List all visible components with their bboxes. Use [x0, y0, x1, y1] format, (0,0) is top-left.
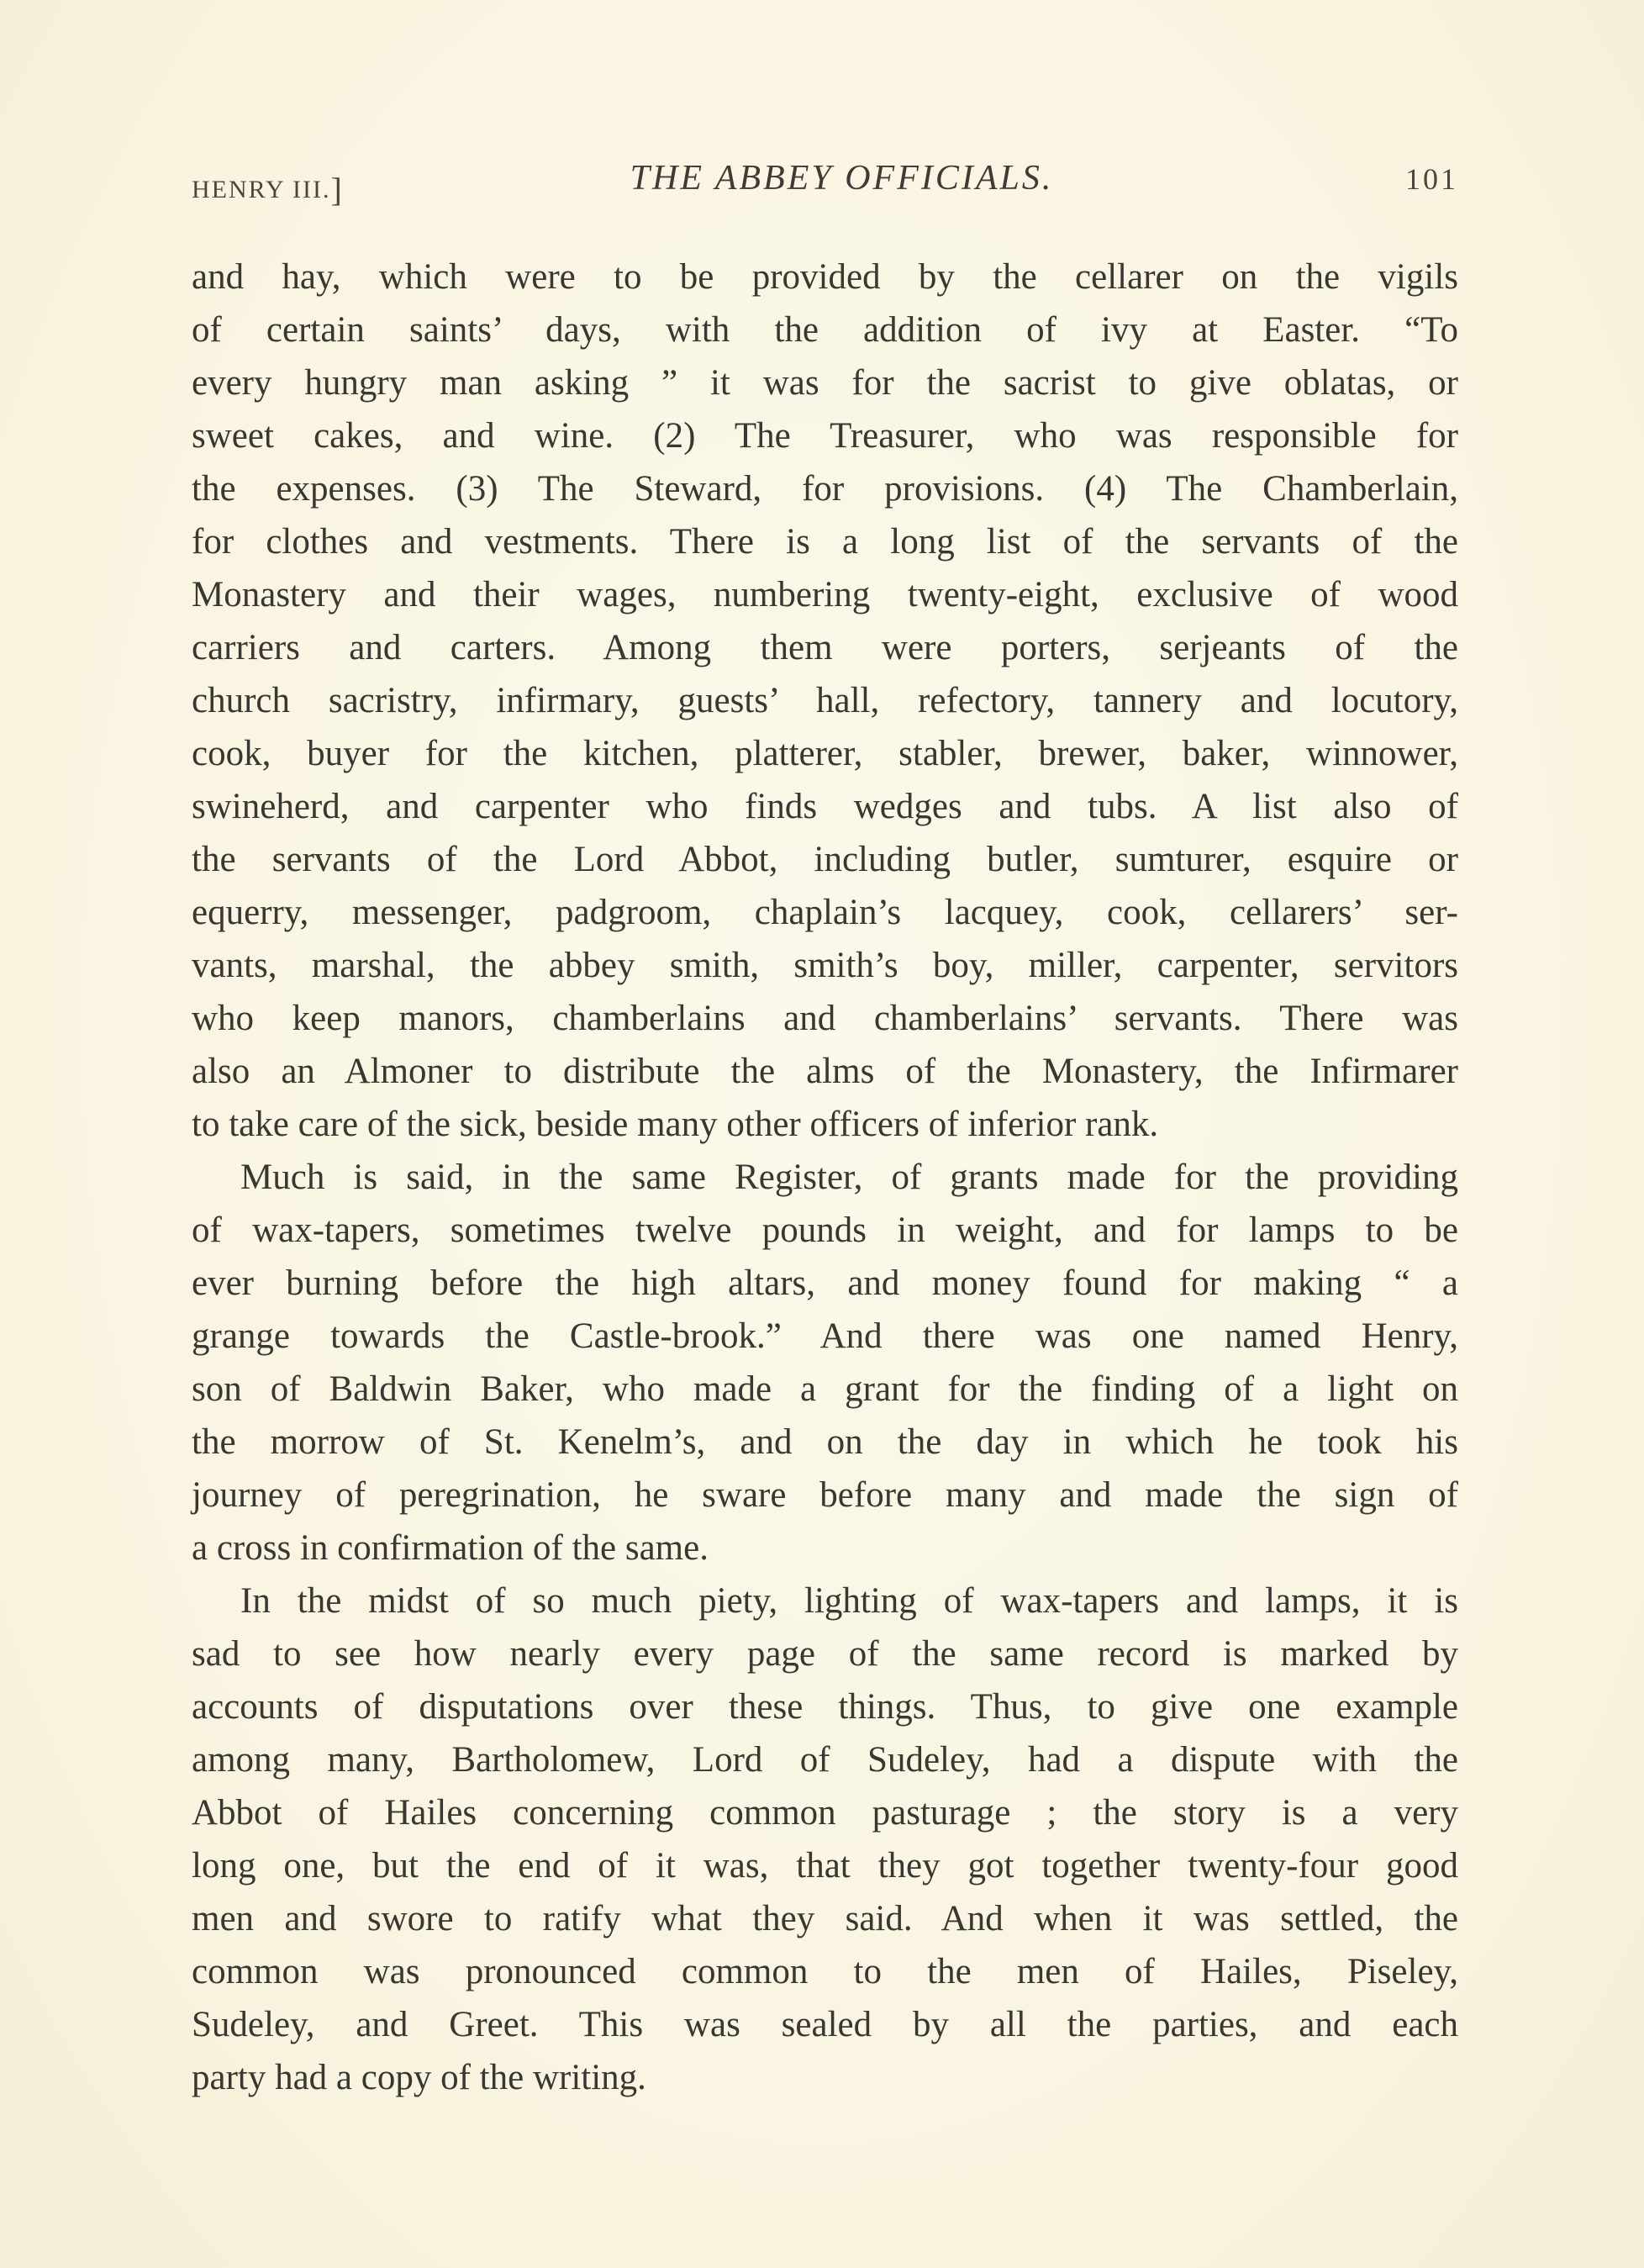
text-line: long one, but the end of it was, that they got together twenty-four good [192, 1846, 1458, 1886]
text-line: men and swore to ratify what they said. And when it was settled, the [192, 1899, 1458, 1938]
text-line: every hungry man asking ” it was for the sacrist to give oblatas, or [192, 363, 1458, 403]
text-line: swineherd, and carpenter who finds wedges and tubs. A list also of [192, 787, 1458, 826]
text-line: party had a copy of the writing. [192, 2058, 646, 2097]
text-line: who keep manors, chamberlains and chamberlains’ servants. There was [192, 999, 1458, 1038]
text-line: accounts of disputations over these things. Thus, to give one example [192, 1687, 1458, 1727]
text-line: Monastery and their wages, numbering twenty-eight, exclusive of wood [192, 575, 1458, 614]
text-line: and hay, which were to be provided by the cellarer on the vigils [192, 257, 1458, 297]
text-line: journey of peregrination, he sware before many and made the sign of [192, 1475, 1458, 1515]
text-line: son of Baldwin Baker, who made a grant for the finding of a light on [192, 1369, 1458, 1409]
text-line: Sudeley, and Greet. This was sealed by all the parties, and each [192, 2005, 1458, 2044]
text-line: Much is said, in the same Register, of grants made for the providing [240, 1158, 1458, 1197]
text-line: vants, marshal, the abbey smith, smith’s boy, miller, carpenter, servitors [192, 946, 1458, 985]
text-line: church sacristry, infirmary, guests’ hall, refectory, tannery and locutory, [192, 681, 1458, 720]
text-line: sweet cakes, and wine. (2) The Treasurer, who was responsible for [192, 416, 1458, 456]
text-line: cook, buyer for the kitchen, platterer, stabler, brewer, baker, winnower, [192, 734, 1458, 773]
text-line: the morrow of St. Kenelm’s, and on the day in which he took his [192, 1422, 1458, 1462]
text-line: the expenses. (3) The Steward, for provisions. (4) The Chamberlain, [192, 469, 1458, 509]
text-line: for clothes and vestments. There is a long list of the servants of the [192, 522, 1458, 562]
text-line: carriers and carters. Among them were porters, serjeants of the [192, 628, 1458, 667]
text-line: ever burning before the high altars, and money found for making “ a [192, 1263, 1458, 1303]
page-number: 101 [1405, 162, 1458, 196]
text-line: grange towards the Castle-brook.” And there was one named Henry, [192, 1316, 1458, 1356]
text-line: of wax-tapers, sometimes twelve pounds in weight, and for lamps to be [192, 1210, 1458, 1250]
text-line: Abbot of Hailes concerning common pasturage ; the story is a very [192, 1793, 1458, 1833]
text-line: of certain saints’ days, with the addition of ivy at Easter. “To [192, 310, 1458, 350]
text-line: also an Almoner to distribute the alms of the Monastery, the Infirmarer [192, 1052, 1458, 1091]
paragraph-3 [192, 1574, 1458, 2104]
bracket-glyph: ] [330, 171, 344, 208]
body-text [192, 251, 1458, 2104]
text-line: a cross in confirmation of the same. [192, 1528, 709, 1568]
text-line: to take care of the sick, beside many other officers of inferior rank. [192, 1105, 1159, 1144]
text-line: among many, Bartholomew, Lord of Sudeley, had a dispute with the [192, 1740, 1458, 1780]
running-head [192, 156, 1458, 208]
paragraph-1 [192, 251, 1458, 1151]
text-line: the servants of the Lord Abbot, including butler, sumturer, esquire or [192, 840, 1458, 879]
text-line: In the midst of so much piety, lighting of wax-tapers and lamps, it is [240, 1581, 1458, 1621]
running-head-title: THE ABBEY OFFICIALS. [630, 159, 1054, 198]
paragraph-2 [192, 1151, 1458, 1574]
reign-label: HENRY III. [192, 176, 331, 203]
text-line: sad to see how nearly every page of the same record is marked by [192, 1634, 1458, 1674]
text-line: equerry, messenger, padgroom, chaplain’s lacquey, cook, cellarers’ ser- [192, 893, 1458, 932]
text-line: common was pronounced common to the men of Hailes, Piseley, [192, 1952, 1458, 1991]
